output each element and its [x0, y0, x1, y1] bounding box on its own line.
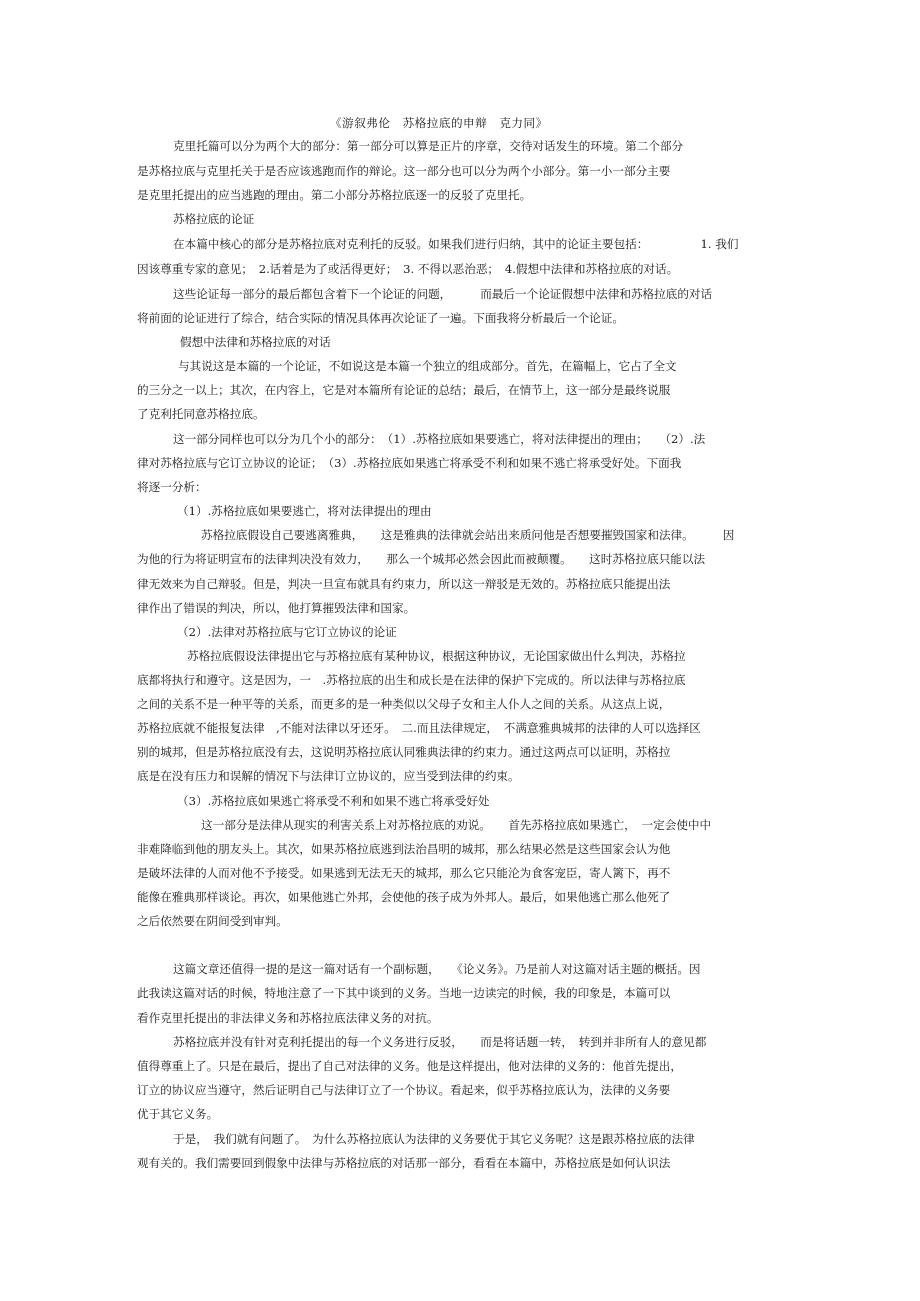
- text-line: 优于其它义务。: [137, 1107, 219, 1121]
- text-line: 因该尊重专家的意见； 2.话着是为了或活得更好； 3. 不得以恶治恶； 4.假想中法律和苏格拉底的对话。: [137, 262, 679, 276]
- text-line: 此我读这篇对话的时候，特地注意了一下其中谈到的义务。当地一边读完的时候，我的印象是，本篇可以: [137, 986, 671, 1000]
- text-line: 观有关的。我们需要回到假象中法律与苏格拉底的对话那一部分，看看在本篇中，苏格拉底是如何认识法: [137, 1156, 671, 1170]
- text-line: 别的城邦，但是苏格拉底没有去，这说明苏格拉底认同雅典法律的约束力。通过这两点可以证明，苏格拉: [137, 745, 671, 759]
- text-line: 律作出了错误的判决，所以，他打算摧毁法律和国家。: [137, 601, 416, 615]
- text-line: 的三分之一以上；其次，在内容上，它是对本篇所有论证的总结；最后，在情节上，这一部分是最终说服: [137, 383, 671, 397]
- text-line: 这一部分同样也可以分为几个小的部分： （1）.苏格拉底如果要逃亡，将对法律提出的理由； （2）.法: [173, 432, 706, 446]
- text-line: 这些论证每一部分的最后都包含着下一个论证的问题， 而最后一个论证假想中法律和苏格拉底的对话: [173, 287, 713, 301]
- text-line: 能像在雅典那样谈论。再次，如果他逃亡外邦，会使他的孩子成为外邦人。最后，如果他逃亡那么他死了: [137, 890, 671, 904]
- text-line: 在本篇中核心的部分是苏格拉底对克利托的反驳。如果我们进行归纳，其中的论证主要包括： 1. 我们: [173, 237, 739, 251]
- text-line: 是苏格拉底与克里托关于是否应该逃跑而作的辩论。这一部分也可以分为两个小部分。第一小一部分主要: [137, 164, 671, 178]
- text-line: 这篇文章还值得一提的是这一篇对话有一个副标题， 《论义务》。乃是前人对这篇对话主题的概括。因: [173, 962, 701, 976]
- text-line: 了克利托同意苏格拉底。: [137, 407, 265, 421]
- text-line: 苏格拉底并没有针对克利托提出的每一个义务进行反驳， 而是将话题一转， 转到并非所有人的意见都: [173, 1035, 707, 1049]
- text-line: 底是在没有压力和误解的情况下与法律订立协议的，应当受到法律的约束。: [137, 769, 520, 783]
- section-heading: 假想中法律和苏格拉底的对话: [180, 335, 331, 349]
- text-line: 是破坏法律的人而对他不予接受。如果逃到无法无天的城邦，那么它只能沦为食客宠臣，寄人篱下，再不: [137, 866, 671, 880]
- text-line: 订立的协议应当遵守，然后证明自己与法律订立了一个协议。看起来，似乎苏格拉底认为，法律的义务要: [137, 1083, 671, 1097]
- subsection-heading: （1）.苏格拉底如果要逃亡，将对法律提出的理由: [177, 504, 432, 518]
- text-line: 看作克里托提出的非法律义务和苏格拉底法律义务的对抗。: [137, 1011, 439, 1025]
- text-line: 非难降临到他的朋友头上。其次，如果苏格拉底逃到法治昌明的城邦，那么结果必然是这些国家会认为他: [137, 842, 671, 856]
- text-line: 底都将执行和遵守。这是因为，一 .苏格拉底的出生和成长是在法律的保护下完成的。所以法律与苏格拉底: [137, 673, 686, 687]
- text-line: 之后依然要在阴间受到审判。: [137, 914, 288, 928]
- text-line: 律无效来为自己辩驳。但是，判决一旦宣布就具有约束力，所以这一辩驳是无效的。苏格拉底只能提出法: [137, 577, 671, 591]
- text-line: 苏格拉底就不能报复法律 ,不能对法律以牙还牙。 二.而且法律规定， 不满意雅典城邦的法律的人可以选择区: [137, 721, 701, 735]
- text-line: 这一部分是法律从现实的利害关系上对苏格拉底的劝说。 首先苏格拉底如果逃亡， 一定会使中中: [201, 818, 712, 832]
- text-line: 将逐一分析：: [137, 480, 207, 494]
- text-line: 苏格拉底假设法律提出它与苏格拉底有某种协议，根据这种协议，无论国家做出什么判决，苏格拉: [187, 649, 686, 663]
- section-heading: 苏格拉底的论证: [173, 212, 255, 226]
- subsection-heading: （3）.苏格拉底如果逃亡将承受不利和如果不逃亡将承受好处: [177, 794, 490, 808]
- text-line: 与其说这是本篇的一个论证，不如说这是本篇一个独立的组成部分。首先，在篇幅上，它占了全文: [178, 359, 677, 373]
- text-line: 为他的行为将证明宣布的法律判决没有效力， 那么一个城邦必然会因此而被颠覆。 这时苏格拉底只能以法: [137, 552, 706, 566]
- text-line: 将前面的论证进行了综合，结合实际的情况具体再次论证了一遍。下面我将分析最后一个论证。: [137, 311, 624, 325]
- text-line: 苏格拉底假设自己要逃离雅典， 这是雅典的法律就会站出来质问他是否想要摧毁国家和法律。 因: [201, 528, 735, 542]
- text-line: 律对苏格拉底与它订立协议的论证； （3）.苏格拉底如果逃亡将承受不利和如果不逃亡将承受好处。下面我: [137, 456, 682, 470]
- subsection-heading: （2）.法律对苏格拉底与它订立协议的论证: [177, 625, 397, 639]
- text-line: 之间的关系不是一种平等的关系，而更多的是一种类似以父母子女和主人仆人之间的关系。从这点上说，: [137, 697, 671, 711]
- text-line: 克里托篇可以分为两个大的部分：第一部分可以算是正片的序章，交待对话发生的环境。第二个部分: [173, 139, 684, 153]
- text-line: 值得尊重上了。只是在最后，提出了自己对法律的义务。他是这样提出，他对法律的义务的：他首先提出，: [137, 1059, 682, 1073]
- document-title: 《游叙弗伦 苏格拉底的申辩 克力同》: [330, 116, 548, 130]
- text-line: 于是， 我们就有问题了。 为什么苏格拉底认为法律的义务要优于其它义务呢？这是跟苏格拉底的法律: [173, 1132, 695, 1146]
- text-line: 是克里托提出的应当逃跑的理由。第二小部分苏格拉底逐一的反驳了克里托。: [137, 188, 532, 202]
